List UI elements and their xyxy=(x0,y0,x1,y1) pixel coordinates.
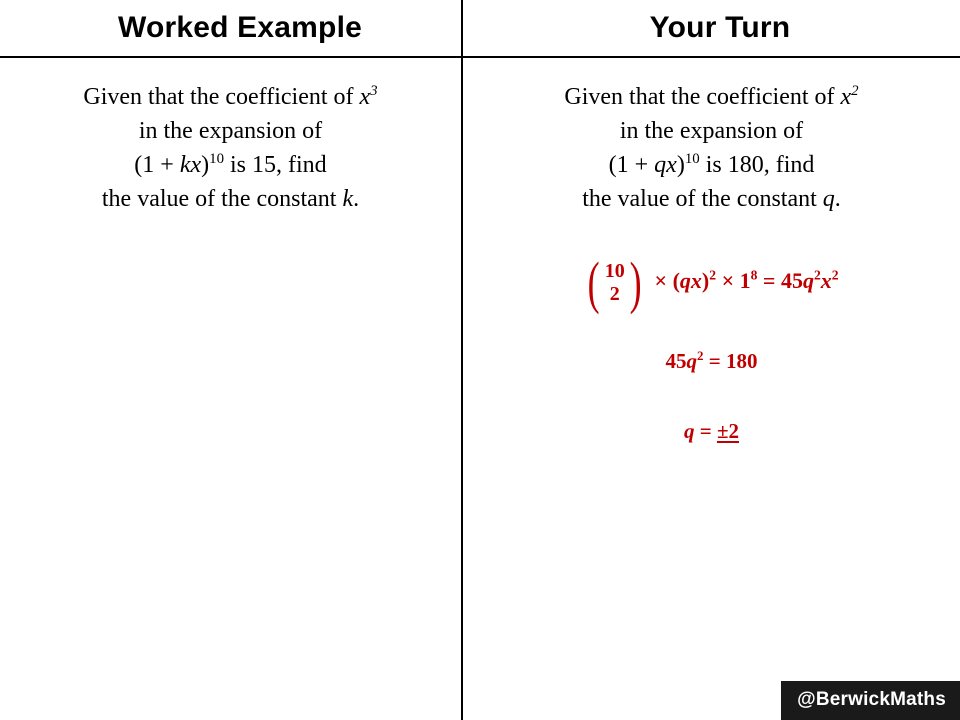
columns xyxy=(0,58,960,720)
watermark-handle: @BerwickMaths xyxy=(797,689,946,710)
final-answer: ±2 xyxy=(716,418,739,443)
header-cell-worked-example xyxy=(0,0,480,56)
your-turn-column xyxy=(461,58,958,720)
solution-step-1 xyxy=(479,250,944,316)
your-turn-solution xyxy=(479,250,944,445)
period: . xyxy=(834,186,841,213)
exponent-10: 10 xyxy=(684,151,700,168)
constant-text: the value of the constant xyxy=(101,186,343,213)
variable-x: x xyxy=(359,84,371,110)
your-turn-question xyxy=(479,80,944,216)
step3-equals: = xyxy=(694,418,717,443)
result-x: x xyxy=(820,268,832,294)
coefficient-value-text: is 180, find xyxy=(699,152,815,179)
one-term: 1 xyxy=(739,268,751,294)
step2-q: q xyxy=(686,349,697,374)
exponent-8: 8 xyxy=(750,268,758,284)
binomial-r: 2 xyxy=(609,283,620,306)
result-x-exponent: 2 xyxy=(831,268,839,284)
equals-sign: = xyxy=(757,268,781,294)
step2-coefficient: 45 xyxy=(665,349,687,374)
open-paren-text: (1 + xyxy=(608,152,655,179)
worked-example-column xyxy=(0,58,461,720)
result-q: q xyxy=(802,268,814,294)
open-paren-text: (1 + xyxy=(134,152,180,179)
term-qx: qx xyxy=(679,268,702,294)
solution-step-3 xyxy=(479,418,944,445)
header-row xyxy=(0,0,960,56)
question-text: Given that the coefficient of xyxy=(564,84,841,110)
term-qx: qx xyxy=(654,152,677,179)
header-cell-your-turn xyxy=(480,0,960,56)
question-line-2: in the expansion of xyxy=(138,118,323,145)
binomial-coefficient xyxy=(584,250,645,316)
result-coefficient: 45 xyxy=(780,268,803,294)
exponent-10: 10 xyxy=(209,151,225,168)
question-line-3 xyxy=(14,148,447,182)
worked-example-title: Worked Example xyxy=(117,11,362,44)
step2-equals: = xyxy=(703,349,726,374)
question-line-3 xyxy=(479,148,944,182)
coefficient-value-text: is 15, find xyxy=(224,152,327,179)
step2-q-exponent: 2 xyxy=(697,348,704,364)
question-line-2: in the expansion of xyxy=(619,118,804,145)
step3-q: q xyxy=(684,418,695,443)
question-text: Given that the coefficient of xyxy=(83,84,360,110)
your-turn-title: Your Turn xyxy=(649,11,791,44)
solution-step-2 xyxy=(479,348,944,375)
result-q-exponent: 2 xyxy=(813,268,821,284)
exponent: 2 xyxy=(851,83,859,99)
close-paren-text: ) xyxy=(676,152,685,179)
multiply-open: × ( xyxy=(654,268,680,294)
question-line-1 xyxy=(479,80,944,114)
worked-example-question xyxy=(14,80,447,216)
constant-text: the value of the constant xyxy=(582,186,823,213)
step2-value: 180 xyxy=(725,349,758,374)
variable-x: x xyxy=(840,84,852,110)
right-paren-icon: ) xyxy=(629,250,642,316)
binomial-n: 10 xyxy=(604,260,625,283)
period: . xyxy=(353,186,360,213)
variable-q: q xyxy=(822,186,835,213)
exponent: 3 xyxy=(370,83,378,99)
question-line-4 xyxy=(479,182,944,216)
exponent-2: 2 xyxy=(709,268,717,284)
close-paren: ) xyxy=(701,268,710,294)
binomial-stack xyxy=(604,260,626,306)
multiply-sign: × xyxy=(716,268,740,294)
watermark-badge xyxy=(781,681,960,720)
variable-k: k xyxy=(342,186,354,213)
question-line-4 xyxy=(14,182,447,216)
close-paren-text: ) xyxy=(201,152,210,179)
left-paren-icon: ( xyxy=(588,250,601,316)
term-kx: kx xyxy=(179,152,202,179)
question-line-1 xyxy=(14,80,447,114)
